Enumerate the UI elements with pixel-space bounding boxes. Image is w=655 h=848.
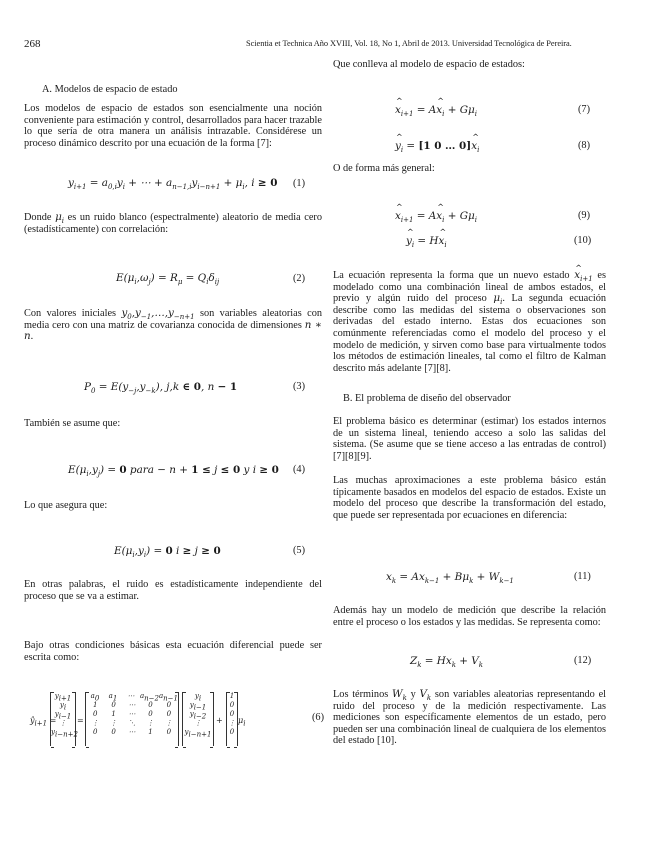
equation-7: ^ $x_{i+1}$ = A^ $x_i + G\mu_i$ — [395, 104, 477, 116]
equation-3: $P_0 = E(y_{-j},y_{-k})$, j,k ∈ 0, n − 1 — [84, 381, 238, 396]
paragraph-leads-to-model: Que conlleva al modelo de espacio de estados: — [333, 59, 525, 70]
section-a-heading: A. Modelos de espacio de estado — [42, 84, 178, 95]
equation-11-number: (11) — [574, 571, 591, 582]
equation-2: $E(\mu_i,\omega_j) = R_\mu = Q_i\delta_{ij}$ — [116, 272, 220, 287]
equation-10: ^ $y_i$ = H^ $x_i$ — [406, 235, 447, 247]
equation-4: $E(\mu_i,y_j) = 0$ para − n + 1 ≤ j ≤ 0 y i ≥ 0 — [68, 464, 279, 479]
companion-matrix: $a_0$ $a_1$ ⋯ $a_{n-2}$ $a_{n-1}$ 1 0 ⋯ 0 0 0 1 ⋯ 0 0 ⋮ ⋮ ⋱ ⋮ ⋮ 0 0 ⋯ 1 0 — [85, 692, 179, 746]
matrix-lhs: $ŷ_{i+1}$ = — [30, 716, 57, 728]
running-header: Scientia et Technica Año XVIII, Vol. 18, No 1, Abril de 2013. Universidad Tecnológica de Pereira. — [246, 39, 572, 48]
paragraph-statistically-independent: En otras palabras, el ruido es estadísticamente independiente del proceso que se va a estimar. — [24, 579, 322, 602]
equation-4-number: (4) — [293, 464, 306, 475]
paragraph-more-general: O de forma más general: — [333, 163, 435, 174]
equation-5-number: (5) — [293, 545, 306, 556]
equation-11: $x_k = Ax_{k-1} + B\mu_k + W_{k-1}$ — [386, 571, 514, 586]
equation-2-number: (2) — [293, 273, 306, 284]
equation-9-number: (9) — [578, 210, 591, 221]
equation-1-number: (1) — [293, 178, 306, 189]
equation-10-number: (10) — [574, 235, 592, 246]
paragraph-equation-represents: La ecuación representa la forma que un nuevo estado ^ $x_{i+1}$ es modelado como una combinación lineal de ambos estados, el previo y algún ruido del proceso $\mu_i$. La segunda ecuación describe como las medidas del sistema o observaciones son derivadas del estado interno. Estas dos ecuaciones son comúnmente referenciadas como el modelo del proceso y el modelo de medición, y sirven como base para virtualmente todos los métodos de estimación lineales, tal como el filtro de Kalman descrito más adelante [7][8]. — [333, 270, 606, 374]
paragraph-difference-equation: Bajo otras condiciones básicas esta ecuación diferencial puede ser escrita como: — [24, 640, 322, 663]
paragraph-state-space-intro: Los modelos de espacio de estados son esencialmente una noción conveniente para estimación y control, desarrollados para hacer trazable lo que sería de otra manera un análisis intrazable. Considérese un proceso dinámico descrito por una ecuación de la forma [7]: — [24, 103, 322, 149]
paragraph-which-ensures: Lo que asegura que: — [24, 500, 108, 511]
state-vector-next: $y_{i+1}$ $y_i$ $y_{i-1}$ ⋮ $y_{i-n+2}$ — [50, 692, 76, 746]
equation-3-number: (3) — [293, 381, 306, 392]
equation-9: ^ $x_{i+1}$ = A^ $x_i + G\mu_i$ — [395, 210, 477, 222]
section-b-heading: B. El problema de diseño del observador — [343, 393, 511, 404]
equation-7-number: (7) — [578, 104, 591, 115]
equation-1: $y_{i+1} = a_{0,i}y_i$ + ⋯ + $a_{n-1,i}y_{i-n+1} + \mu_i$, i ≥ 0 — [68, 177, 278, 192]
paragraph-approaches: Las muchas aproximaciones a este problema básico están típicamente basados en modelos del espacio de estados. Existe un modelo del proceso que describe la transformación del estado, que puede ser representada por ecuaciones en diferencia: — [333, 475, 606, 521]
paragraph-noise-terms: Los términos $W_k$ y $V_k$ son variables aleatorias representando el ruido del proceso y de la medición respectivamente. Las mediciones son específicamente elementos de un estado, pero pueden ser una combinación lineal de cualquiera de los elementos del estado [10]. — [333, 688, 607, 747]
paragraph-white-noise: Donde $\mu_i$ es un ruido blanco (espectralmente) aleatorio de media cero (estadísticamente) con correlación: — [24, 211, 322, 235]
paragraph-basic-problem: El problema básico es determinar (estimar) los estados internos de un sistema lineal, teniendo acceso a solo las salidas del sistema. (Se asume que se tiene acceso a las entradas de control) [7][8][9]. — [333, 416, 606, 462]
noise-input-vector: 1 0 0 ⋮ 0 — [226, 692, 238, 746]
equation-12-number: (12) — [574, 655, 592, 666]
equation-5: $E(\mu_i,y_i) = 0$ i ≥ j ≥ 0 — [114, 545, 221, 560]
equation-8-number: (8) — [578, 140, 591, 151]
equation-6-matrix: $ŷ_{i+1}$ = $y_{i+1}$ $y_i$ $y_{i-1}$ ⋮ $y_{i-n+2}$ = $a_0$ $a_1$ ⋯ $a_{n-2}$ $a_{n-1}$ 1 0 ⋯ 0 0 0 1 ⋯ 0 0 ⋮ ⋮ ⋱ ⋮ ⋮ 0 0 ⋯ 1 0 $y_i$ $y_{i-1}$ $y_{i-2}$ ⋮ $y_{i-n+1}$ + 1 0 0 ⋮ 0 $\mu_i$ — [30, 692, 320, 752]
page-number: 268 — [24, 38, 41, 50]
state-vector-current: $y_i$ $y_{i-1}$ $y_{i-2}$ ⋮ $y_{i-n+1}$ — [182, 692, 214, 746]
equation-12: $Z_k = Hx_k + V_k$ — [410, 655, 484, 670]
equation-6-number: (6) — [312, 712, 325, 723]
equation-8: ^ $y_i = [1$ 0 … 0]^ $x_i$ — [395, 140, 479, 152]
paragraph-initial-values: Con valores iniciales $y_0,y_{-1},\dots,y_{-n+1}$ son variables aleatorias con media cero con una matriz de covarianza conocida de dimensiones n ∗ n. — [24, 307, 322, 343]
paragraph-also-assumed: También se asume que: — [24, 418, 121, 429]
paragraph-measurement-model: Además hay un modelo de medición que describe la relación entre el proceso o los estados y las medidas. Se representa como: — [333, 605, 606, 628]
